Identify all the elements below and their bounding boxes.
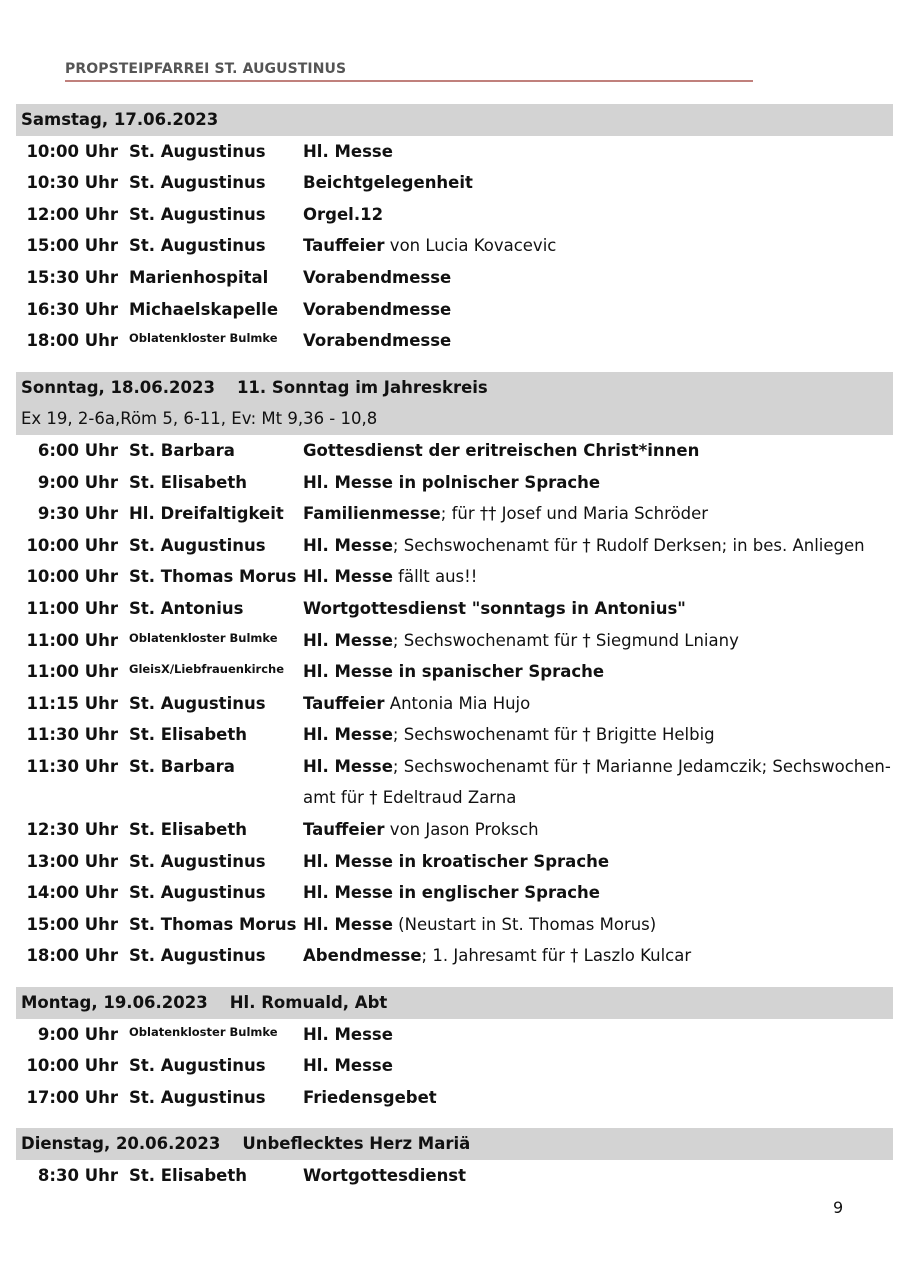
event-row bbox=[16, 688, 893, 720]
liturgical-day: Hl. Romuald, Abt bbox=[229, 993, 388, 1013]
event-title: Tauffeier bbox=[303, 236, 385, 256]
page-header: PROPSTEIPFARREI ST. AUGUSTINUS bbox=[65, 61, 753, 82]
event-place: St. Augustinus bbox=[129, 173, 266, 193]
event-time: 10:00 Uhr bbox=[26, 141, 118, 161]
event-row bbox=[16, 561, 893, 593]
event-time: 10:00 Uhr bbox=[26, 535, 118, 555]
event-time: 15:00 Uhr bbox=[26, 236, 118, 256]
event-title: Wortgottesdienst "sonntags in Antonius" bbox=[303, 598, 686, 618]
event-row bbox=[16, 719, 893, 751]
event-title: Vorabendmesse bbox=[303, 267, 452, 287]
event-place: Oblatenkloster Bulmke bbox=[129, 1024, 278, 1039]
event-details: (Neustart in St. Thomas Morus) bbox=[392, 914, 657, 934]
event-details: ; 1. Jahresamt für † Laszlo Kulcar bbox=[421, 946, 692, 966]
event-time: 15:30 Uhr bbox=[26, 267, 118, 287]
event-place: St. Augustinus bbox=[129, 946, 266, 966]
schedule bbox=[16, 104, 893, 1207]
event-title: Hl. Messe in spanischer Sprache bbox=[303, 662, 605, 682]
event-time: 14:00 Uhr bbox=[26, 883, 118, 903]
event-row bbox=[16, 435, 893, 467]
event-title: Hl. Messe in englischer Sprache bbox=[303, 883, 600, 903]
event-place: St. Augustinus bbox=[129, 883, 266, 903]
event-description bbox=[303, 846, 893, 878]
event-place: St. Augustinus bbox=[129, 1056, 266, 1076]
event-time: 17:00 Uhr bbox=[26, 1087, 118, 1107]
event-time: 18:00 Uhr bbox=[26, 331, 118, 351]
event-place: St. Elisabeth bbox=[129, 820, 247, 840]
event-time: 11:00 Uhr bbox=[26, 598, 118, 618]
event-details: fällt aus!! bbox=[392, 567, 478, 587]
event-row bbox=[16, 877, 893, 909]
day-title: Samstag, 17.06.2023 bbox=[21, 110, 219, 129]
event-time: 10:00 Uhr bbox=[26, 567, 118, 587]
event-row bbox=[16, 846, 893, 878]
event-row bbox=[16, 625, 893, 657]
event-title: Hl. Messe bbox=[303, 630, 393, 650]
day-header bbox=[16, 372, 893, 435]
event-description bbox=[303, 498, 893, 530]
event-time: 11:30 Uhr bbox=[26, 756, 118, 776]
event-description bbox=[303, 262, 893, 294]
event-place: St. Augustinus bbox=[129, 535, 266, 555]
event-time: 12:30 Uhr bbox=[26, 820, 118, 840]
event-row bbox=[16, 230, 893, 262]
event-title: Friedensgebet bbox=[303, 1087, 437, 1107]
event-title: Hl. Messe bbox=[303, 1056, 393, 1076]
event-title: Hl. Messe bbox=[303, 914, 393, 934]
day-header bbox=[16, 1128, 893, 1160]
day-header bbox=[16, 987, 893, 1019]
event-row bbox=[16, 1082, 893, 1114]
liturgical-day: 11. Sonntag im Jahreskreis bbox=[236, 377, 488, 397]
event-title: Tauffeier bbox=[303, 693, 385, 713]
event-row bbox=[16, 593, 893, 625]
event-time: 18:00 Uhr bbox=[26, 946, 118, 966]
event-row bbox=[16, 294, 893, 326]
event-time: 16:30 Uhr bbox=[26, 299, 118, 319]
day-section bbox=[16, 1128, 893, 1191]
event-details: ; Sechswochenamt für † Brigitte Helbig bbox=[392, 725, 715, 745]
event-place: St. Augustinus bbox=[129, 236, 266, 256]
event-description bbox=[303, 136, 893, 168]
event-place: Michaelskapelle bbox=[129, 299, 279, 319]
event-title: Wortgottesdienst bbox=[303, 1166, 467, 1185]
event-description bbox=[303, 294, 893, 326]
event-description bbox=[303, 1019, 893, 1051]
event-description bbox=[303, 656, 893, 688]
event-description bbox=[303, 909, 893, 941]
event-description bbox=[303, 719, 893, 751]
event-place: St. Elisabeth bbox=[129, 1166, 247, 1185]
event-time: 8:30 Uhr bbox=[37, 1166, 118, 1185]
event-details: Antonia Mia Hujo bbox=[384, 693, 531, 713]
event-details: von Jason Proksch bbox=[384, 820, 539, 840]
event-row bbox=[16, 656, 893, 688]
event-details: ; Sechswochenamt für † Marianne Jedamczik; Sechswochen-amt für † Edeltraud Zarna bbox=[303, 756, 891, 808]
event-details: ; für †† Josef und Maria Schröder bbox=[440, 504, 709, 524]
event-description bbox=[303, 877, 893, 909]
event-place: GleisX/Liebfrauenkirche bbox=[129, 662, 285, 677]
event-description bbox=[303, 688, 893, 720]
event-time: 9:00 Uhr bbox=[37, 1024, 118, 1044]
event-description bbox=[303, 593, 893, 625]
day-section bbox=[16, 987, 893, 1113]
event-description bbox=[303, 530, 893, 562]
event-row bbox=[16, 814, 893, 846]
event-description bbox=[303, 814, 893, 846]
event-title: Vorabendmesse bbox=[303, 331, 452, 351]
event-details: ; Sechswochenamt für † Siegmund Lniany bbox=[392, 630, 739, 650]
event-title: Abendmesse bbox=[303, 946, 422, 966]
page-number: 9 bbox=[833, 1198, 844, 1217]
event-place: St. Augustinus bbox=[129, 851, 266, 871]
event-time: 11:30 Uhr bbox=[26, 725, 118, 745]
event-place: St. Elisabeth bbox=[129, 725, 247, 745]
event-description bbox=[303, 230, 893, 262]
event-place: St. Augustinus bbox=[129, 693, 266, 713]
event-place: St. Augustinus bbox=[129, 204, 266, 224]
event-row bbox=[16, 467, 893, 499]
event-title: Tauffeier bbox=[303, 820, 385, 840]
event-row bbox=[16, 262, 893, 294]
event-description bbox=[303, 561, 893, 593]
event-title: Familienmesse bbox=[303, 504, 441, 524]
event-time: 15:00 Uhr bbox=[26, 914, 118, 934]
event-title: Beichtgelegenheit bbox=[303, 173, 473, 193]
event-title: Hl. Messe in kroatischer Sprache bbox=[303, 851, 610, 871]
event-title: Hl. Messe bbox=[303, 725, 393, 745]
event-row bbox=[16, 1019, 893, 1051]
event-title: Hl. Messe bbox=[303, 567, 393, 587]
event-title: Gottesdienst der eritreischen Christ*innen bbox=[303, 440, 700, 460]
day-title: Dienstag, 20.06.2023 bbox=[21, 1134, 221, 1154]
event-place: St. Thomas Morus bbox=[129, 567, 297, 587]
event-description bbox=[303, 435, 893, 467]
event-time: 10:00 Uhr bbox=[26, 1056, 118, 1076]
event-row bbox=[16, 909, 893, 941]
event-time: 12:00 Uhr bbox=[26, 204, 118, 224]
event-description bbox=[303, 751, 893, 814]
event-title: Orgel.12 bbox=[303, 204, 384, 224]
event-title: Hl. Messe bbox=[303, 535, 393, 555]
event-row bbox=[16, 940, 893, 972]
event-row bbox=[16, 167, 893, 199]
event-place: Oblatenkloster Bulmke bbox=[129, 630, 278, 645]
event-place: St. Elisabeth bbox=[129, 472, 247, 492]
event-time: 6:00 Uhr bbox=[37, 440, 118, 460]
event-place: St. Augustinus bbox=[129, 141, 266, 161]
event-details: ; Sechswochenamt für † Rudolf Derksen; in bes. Anliegen bbox=[392, 535, 865, 555]
event-place: St. Thomas Morus bbox=[129, 914, 297, 934]
liturgical-day: Unbeflecktes Herz Mariä bbox=[242, 1134, 471, 1154]
event-details: von Lucia Kovacevic bbox=[384, 236, 557, 256]
event-place: Oblatenkloster Bulmke bbox=[129, 331, 278, 346]
day-header bbox=[16, 104, 893, 136]
event-time: 11:00 Uhr bbox=[26, 662, 118, 682]
event-time: 13:00 Uhr bbox=[26, 851, 118, 871]
event-description bbox=[303, 625, 893, 657]
day-section bbox=[16, 104, 893, 357]
event-description bbox=[303, 1160, 893, 1192]
event-time: 11:00 Uhr bbox=[26, 630, 118, 650]
event-title: Hl. Messe bbox=[303, 1024, 393, 1044]
event-row bbox=[16, 136, 893, 168]
event-time: 10:30 Uhr bbox=[26, 173, 118, 193]
event-description bbox=[303, 1050, 893, 1082]
event-row bbox=[16, 325, 893, 357]
event-title: Hl. Messe bbox=[303, 756, 393, 776]
event-place: St. Barbara bbox=[129, 440, 235, 460]
event-title: Hl. Messe in polnischer Sprache bbox=[303, 472, 601, 492]
event-title: Hl. Messe bbox=[303, 141, 393, 161]
event-place: St. Augustinus bbox=[129, 1087, 266, 1107]
event-description bbox=[303, 940, 893, 972]
event-description bbox=[303, 1082, 893, 1114]
event-place: Hl. Dreifaltigkeit bbox=[129, 504, 284, 524]
day-title: Sonntag, 18.06.2023 bbox=[21, 377, 215, 397]
event-place: St. Antonius bbox=[129, 598, 244, 618]
day-title: Montag, 19.06.2023 bbox=[21, 993, 208, 1013]
event-row bbox=[16, 751, 893, 814]
event-time: 11:15 Uhr bbox=[26, 693, 118, 713]
event-row bbox=[16, 530, 893, 562]
event-row bbox=[16, 199, 893, 231]
event-row bbox=[16, 498, 893, 530]
readings: Ex 19, 2-6a,Röm 5, 6-11, Ev: Mt 9,36 - 10,8 bbox=[21, 409, 378, 429]
event-place: Marienhospital bbox=[129, 267, 269, 287]
event-description bbox=[303, 167, 893, 199]
event-description bbox=[303, 199, 893, 231]
event-time: 9:00 Uhr bbox=[37, 472, 118, 492]
event-description bbox=[303, 325, 893, 357]
event-row bbox=[16, 1160, 893, 1192]
event-description bbox=[303, 467, 893, 499]
day-section bbox=[16, 372, 893, 972]
event-place: St. Barbara bbox=[129, 756, 235, 776]
event-row bbox=[16, 1050, 893, 1082]
event-title: Vorabendmesse bbox=[303, 299, 452, 319]
event-time: 9:30 Uhr bbox=[37, 504, 118, 524]
